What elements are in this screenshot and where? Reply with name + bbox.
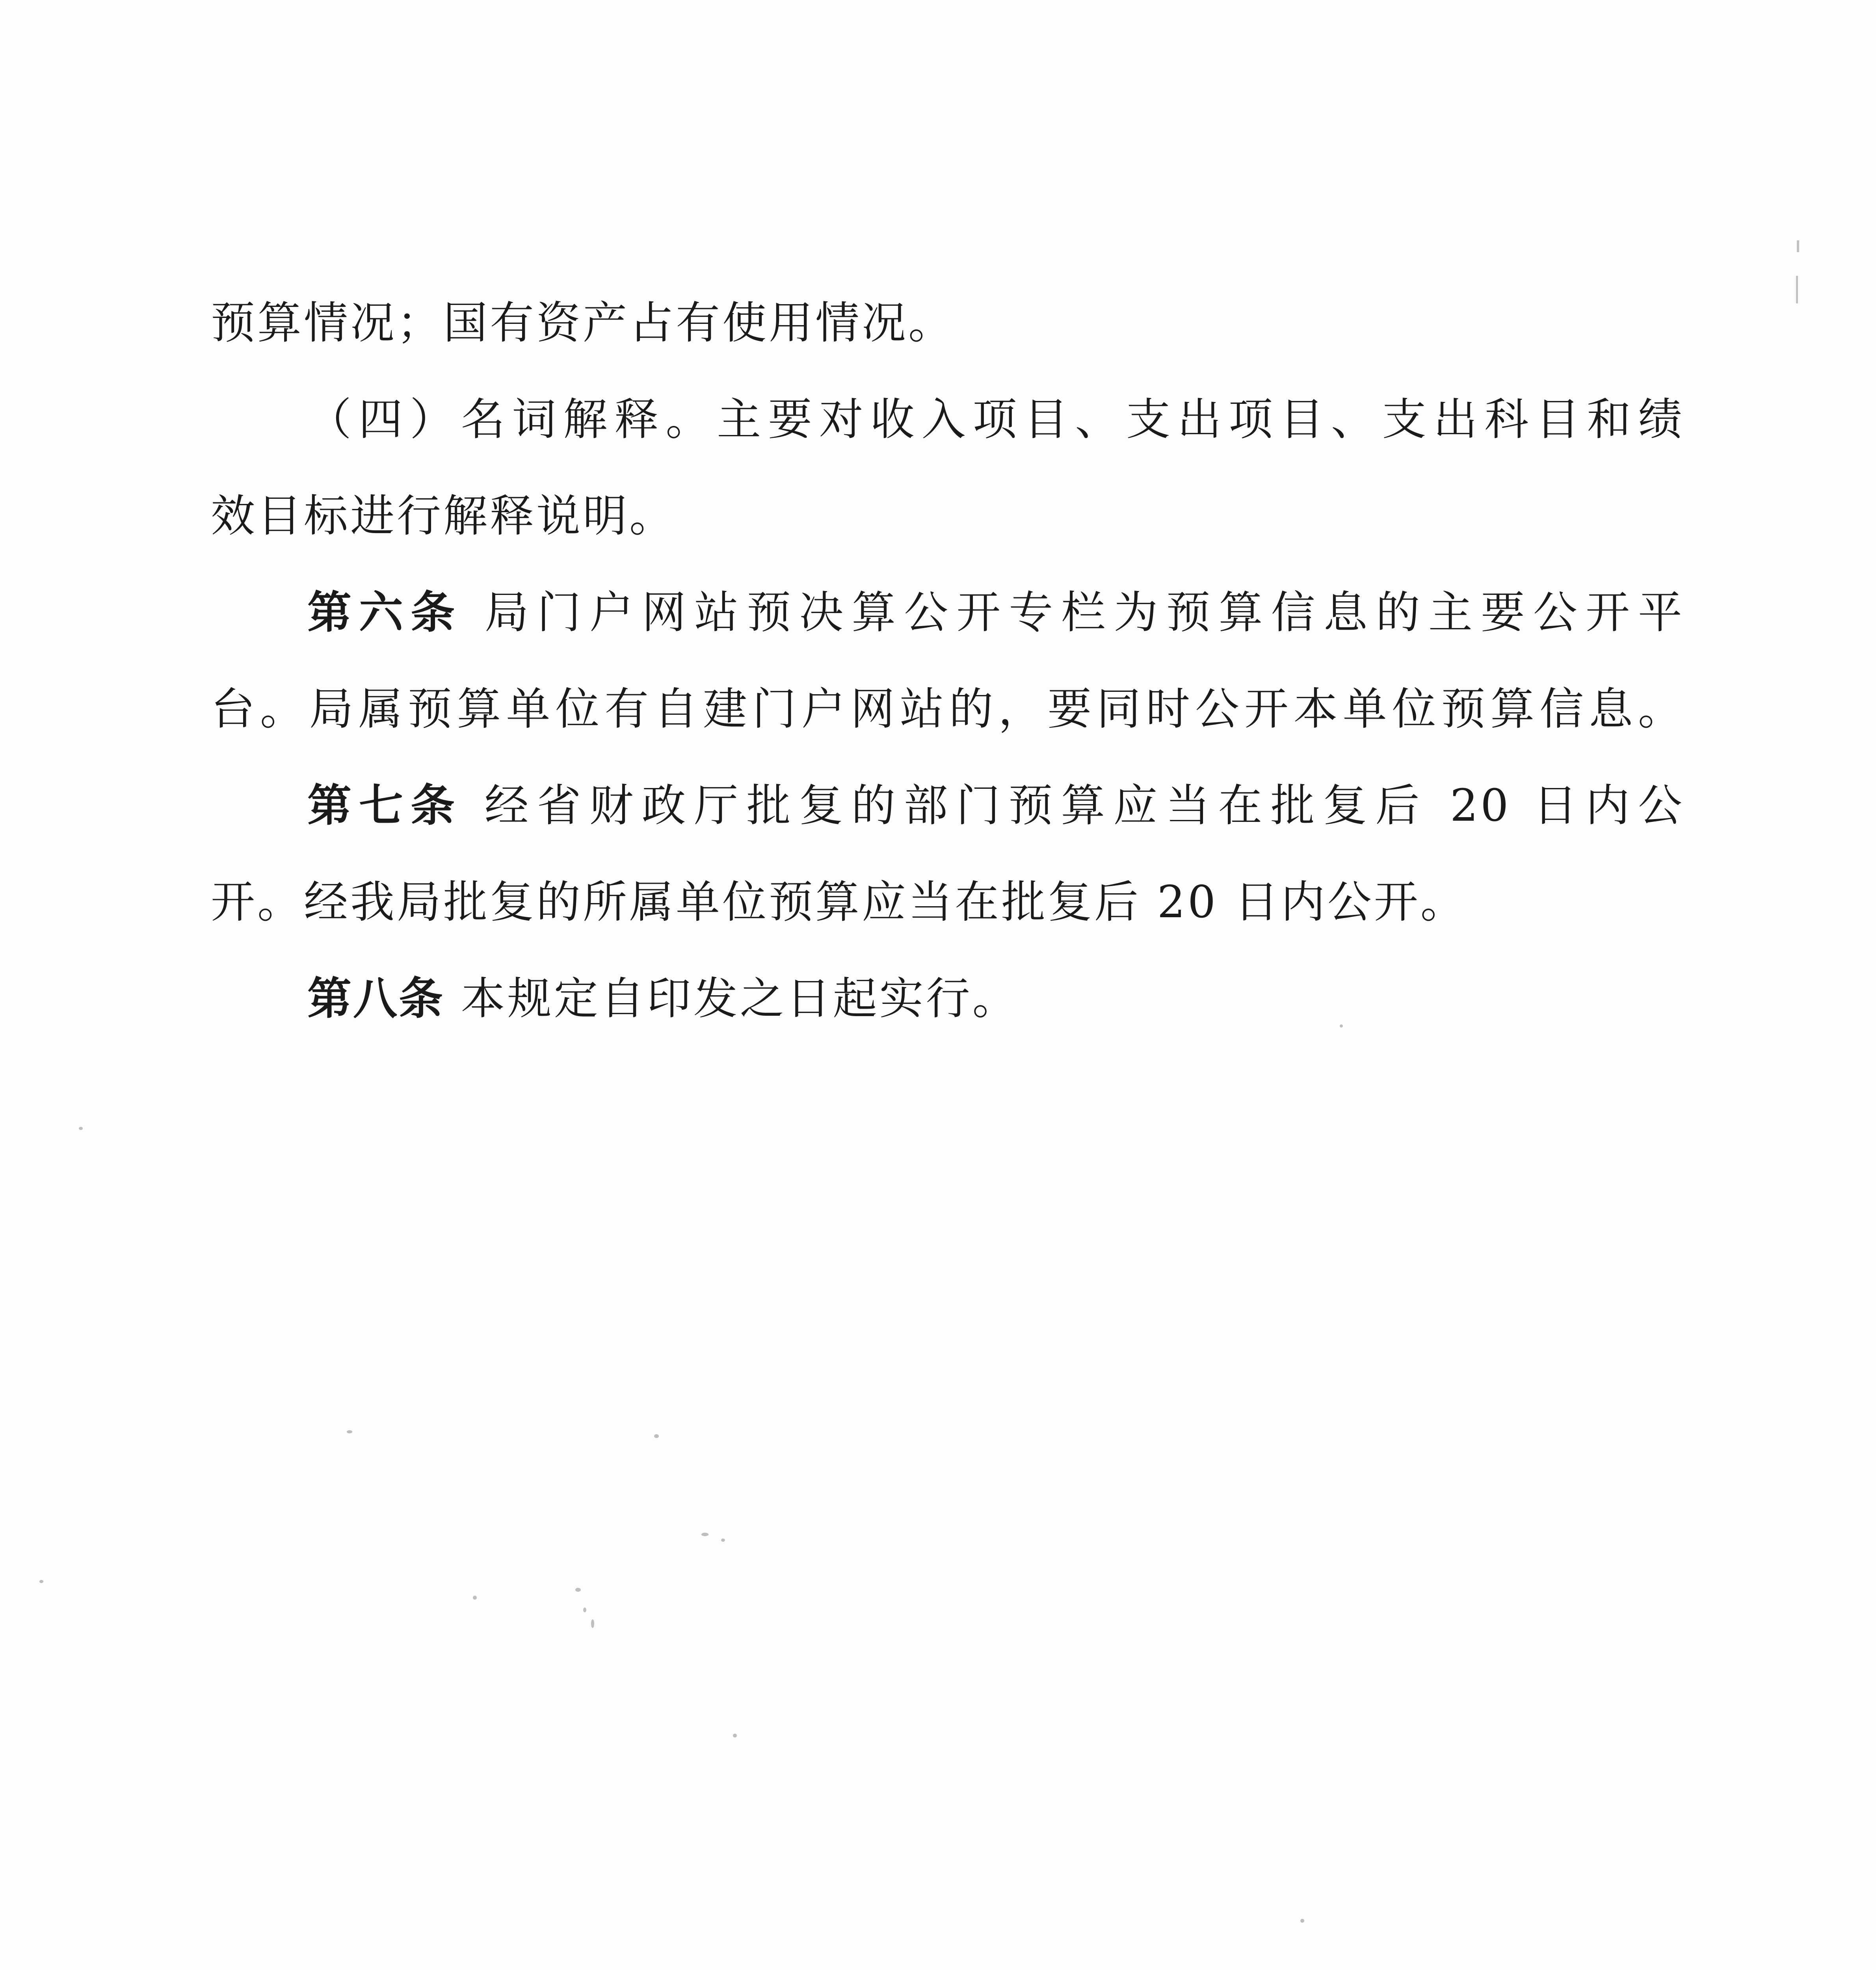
scan-speck bbox=[1300, 1919, 1304, 1923]
article-7-line-1 bbox=[307, 774, 1684, 837]
scan-speck bbox=[575, 1588, 581, 1592]
line-text: 预算情况；国有资产占有使用情况。 bbox=[211, 297, 955, 349]
scan-speck bbox=[733, 1734, 737, 1738]
body-line-1 bbox=[211, 292, 1684, 355]
scan-speck bbox=[583, 1608, 586, 1612]
scan-speck bbox=[701, 1533, 708, 1536]
article-6-line-1 bbox=[307, 581, 1684, 644]
line-text: 效目标进行解释说明。 bbox=[211, 491, 676, 542]
line-text: （四）名词解释。主要对收入项目、支出项目、支出科目和绩 bbox=[307, 394, 1684, 445]
scan-speck bbox=[1340, 1024, 1343, 1028]
line-text: 开。经我局批复的所属单位预算应当在批复后 20 日内公开。 bbox=[211, 877, 1467, 928]
body-line-3 bbox=[211, 485, 1684, 548]
article-7-line-2 bbox=[211, 871, 1684, 934]
scan-speck bbox=[721, 1539, 725, 1542]
scan-speck bbox=[79, 1127, 83, 1130]
scan-speck bbox=[591, 1619, 594, 1628]
scan-edge-mark bbox=[1797, 240, 1799, 252]
scan-speck bbox=[39, 1580, 43, 1583]
scan-edge-mark bbox=[1796, 276, 1798, 303]
article-label: 第六条 bbox=[307, 587, 463, 638]
article-8-line-1 bbox=[307, 967, 1781, 1030]
scan-speck bbox=[347, 1430, 352, 1433]
body-line-2 bbox=[307, 388, 1684, 451]
article-label: 第八条 bbox=[307, 973, 444, 1024]
article-label: 第七条 bbox=[307, 780, 462, 831]
line-text: 台。局属预算单位有自建门户网站的，要同时公开本单位预算信息。 bbox=[211, 684, 1684, 735]
scan-speck bbox=[654, 1434, 659, 1438]
line-text: 经省财政厅批复的部门预算应当在批复后 20 日内公 bbox=[462, 780, 1684, 831]
line-text: 局门户网站预决算公开专栏为预算信息的主要公开平 bbox=[462, 587, 1685, 638]
scan-speck bbox=[473, 1596, 477, 1600]
line-text: 本规定自印发之日起实行。 bbox=[444, 973, 1019, 1024]
article-6-line-2 bbox=[211, 678, 1684, 741]
